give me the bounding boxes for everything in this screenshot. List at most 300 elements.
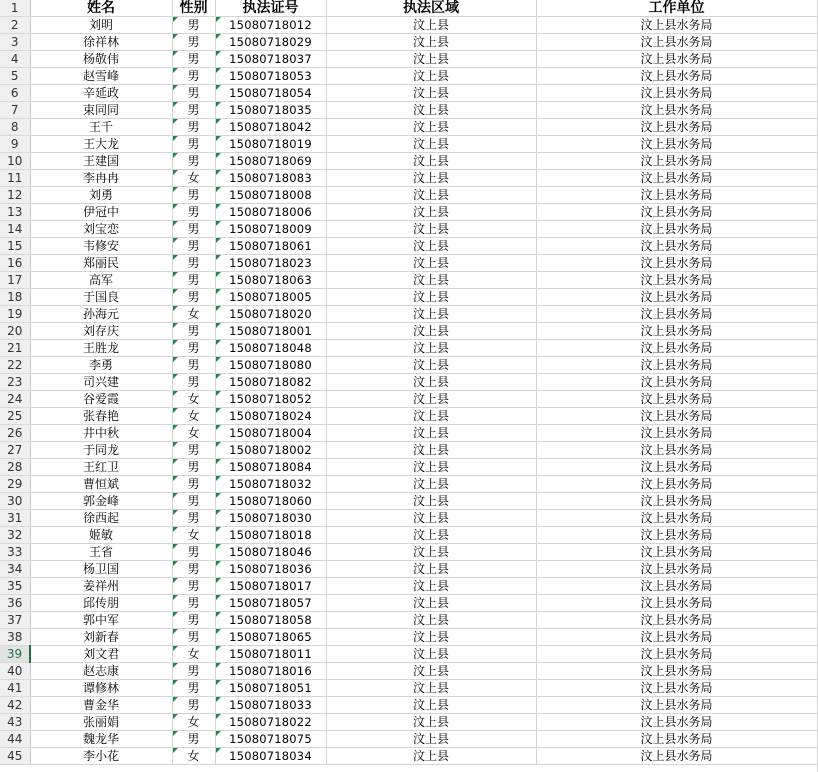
table-row (0, 748, 817, 765)
cell-area[interactable]: 汶上县 (326, 680, 536, 697)
table-row (0, 289, 817, 306)
cell-sex[interactable]: 男 (172, 187, 215, 204)
cell-sex[interactable]: 男 (172, 357, 215, 374)
row-header[interactable]: 35 (0, 578, 30, 595)
cell-id[interactable]: 15080718075 (215, 731, 326, 748)
cell-area[interactable]: 汶上县 (326, 34, 536, 51)
cell-name[interactable]: 郑丽民 (30, 255, 172, 272)
cell-id[interactable]: 15080718009 (215, 221, 326, 238)
row-header[interactable]: 17 (0, 272, 30, 289)
column-header-id[interactable]: 执法证号 (215, 0, 326, 17)
cell-name[interactable]: 魏龙华 (30, 731, 172, 748)
cell-id[interactable]: 15080718024 (215, 408, 326, 425)
cell-sex[interactable]: 男 (172, 476, 215, 493)
cell-area[interactable]: 汶上县 (326, 255, 536, 272)
cell-area[interactable]: 汶上县 (326, 578, 536, 595)
cell-id[interactable]: 15080718057 (215, 595, 326, 612)
cell-name[interactable]: 司兴建 (30, 374, 172, 391)
cell-area[interactable]: 汶上县 (326, 629, 536, 646)
cell-name[interactable]: 杨敬伟 (30, 51, 172, 68)
cell-id[interactable]: 15080718069 (215, 153, 326, 170)
cell-id[interactable]: 15080718016 (215, 663, 326, 680)
cell-sex[interactable]: 男 (172, 102, 215, 119)
row-header[interactable]: 34 (0, 561, 30, 578)
cell-name[interactable]: 赵志康 (30, 663, 172, 680)
row-header[interactable]: 11 (0, 170, 30, 187)
cell-sex[interactable]: 男 (172, 493, 215, 510)
cell-name[interactable]: 曹恒斌 (30, 476, 172, 493)
cell-sex[interactable]: 女 (172, 408, 215, 425)
cell-name[interactable]: 王省 (30, 544, 172, 561)
cell-name[interactable]: 高军 (30, 272, 172, 289)
cell-unit[interactable]: 汶上县水务局 (536, 561, 817, 578)
row-header[interactable]: 37 (0, 612, 30, 629)
table-row (0, 646, 817, 663)
table-row (0, 204, 817, 221)
cell-area[interactable]: 汶上县 (326, 136, 536, 153)
row-header[interactable]: 16 (0, 255, 30, 272)
cell-id[interactable]: 15080718046 (215, 544, 326, 561)
cell-name[interactable]: 邱传朋 (30, 595, 172, 612)
cell-unit[interactable]: 汶上县水务局 (536, 272, 817, 289)
cell-unit[interactable]: 汶上县水务局 (536, 527, 817, 544)
table-row (0, 85, 817, 102)
cell-id[interactable]: 15080718032 (215, 476, 326, 493)
cell-unit[interactable]: 汶上县水务局 (536, 714, 817, 731)
row-header[interactable]: 45 (0, 748, 30, 765)
cell-area[interactable]: 汶上县 (326, 510, 536, 527)
cell-name[interactable]: 曹金华 (30, 697, 172, 714)
table-row (0, 391, 817, 408)
cell-sex[interactable]: 男 (172, 544, 215, 561)
cell-id[interactable]: 15080718035 (215, 102, 326, 119)
table-row (0, 595, 817, 612)
cell-name[interactable]: 李小花 (30, 748, 172, 765)
cell-id[interactable]: 15080718002 (215, 442, 326, 459)
row-header[interactable]: 38 (0, 629, 30, 646)
cell-sex[interactable]: 男 (172, 442, 215, 459)
cell-name[interactable]: 杨卫国 (30, 561, 172, 578)
table-row (0, 578, 817, 595)
table-row (0, 663, 817, 680)
cell-sex[interactable]: 男 (172, 153, 215, 170)
cell-unit[interactable]: 汶上县水务局 (536, 731, 817, 748)
cell-unit[interactable]: 汶上县水务局 (536, 289, 817, 306)
cell-sex[interactable]: 男 (172, 459, 215, 476)
cell-unit[interactable]: 汶上县水务局 (536, 612, 817, 629)
row-header[interactable]: 39 (0, 646, 30, 663)
cell-unit[interactable]: 汶上县水务局 (536, 119, 817, 136)
row-header[interactable]: 31 (0, 510, 30, 527)
cell-name[interactable]: 辛延政 (30, 85, 172, 102)
row-header[interactable]: 22 (0, 357, 30, 374)
cell-sex[interactable]: 女 (172, 170, 215, 187)
cell-name[interactable]: 赵雪峰 (30, 68, 172, 85)
cell-name[interactable]: 韦修安 (30, 238, 172, 255)
cell-unit[interactable]: 汶上县水务局 (536, 238, 817, 255)
column-header-area[interactable]: 执法区域 (326, 0, 536, 17)
cell-unit[interactable]: 汶上县水务局 (536, 68, 817, 85)
cell-id[interactable]: 15080718012 (215, 17, 326, 34)
cell-unit[interactable]: 汶上县水务局 (536, 102, 817, 119)
table-row (0, 153, 817, 170)
cell-name[interactable]: 于同龙 (30, 442, 172, 459)
row-header[interactable]: 28 (0, 459, 30, 476)
row-header[interactable]: 9 (0, 136, 30, 153)
cell-area[interactable]: 汶上县 (326, 85, 536, 102)
cell-sex[interactable]: 女 (172, 714, 215, 731)
column-header-name[interactable]: 姓名 (30, 0, 172, 17)
table-row (0, 238, 817, 255)
table-row (0, 408, 817, 425)
cell-unit[interactable]: 汶上县水务局 (536, 34, 817, 51)
cell-area[interactable]: 汶上县 (326, 51, 536, 68)
row-header[interactable]: 30 (0, 493, 30, 510)
table-row (0, 102, 817, 119)
cell-sex[interactable]: 男 (172, 221, 215, 238)
table-row (0, 340, 817, 357)
cell-area[interactable]: 汶上县 (326, 221, 536, 238)
cell-unit[interactable]: 汶上县水务局 (536, 255, 817, 272)
cell-id[interactable]: 15080718029 (215, 34, 326, 51)
row-header[interactable]: 13 (0, 204, 30, 221)
row-header[interactable]: 26 (0, 425, 30, 442)
cell-sex[interactable]: 女 (172, 646, 215, 663)
cell-area[interactable]: 汶上县 (326, 612, 536, 629)
table-row (0, 17, 817, 34)
cell-area[interactable]: 汶上县 (326, 289, 536, 306)
cell-area[interactable]: 汶上县 (326, 306, 536, 323)
cell-name[interactable]: 伊冠中 (30, 204, 172, 221)
cell-name[interactable]: 王千 (30, 119, 172, 136)
row-header[interactable]: 42 (0, 697, 30, 714)
cell-unit[interactable]: 汶上县水务局 (536, 748, 817, 765)
row-header[interactable]: 29 (0, 476, 30, 493)
cell-unit[interactable]: 汶上县水务局 (536, 136, 817, 153)
cell-id[interactable]: 15080718061 (215, 238, 326, 255)
cell-sex[interactable]: 男 (172, 34, 215, 51)
cell-unit[interactable]: 汶上县水务局 (536, 646, 817, 663)
cell-sex[interactable]: 男 (172, 17, 215, 34)
cell-id[interactable]: 15080718020 (215, 306, 326, 323)
cell-unit[interactable]: 汶上县水务局 (536, 425, 817, 442)
cell-unit[interactable]: 汶上县水务局 (536, 51, 817, 68)
row-header[interactable]: 41 (0, 680, 30, 697)
cell-id[interactable]: 15080718033 (215, 697, 326, 714)
cell-sex[interactable]: 男 (172, 204, 215, 221)
cell-name[interactable]: 刘文君 (30, 646, 172, 663)
cell-area[interactable]: 汶上县 (326, 187, 536, 204)
cell-unit[interactable]: 汶上县水务局 (536, 493, 817, 510)
table-row (0, 306, 817, 323)
cell-sex[interactable]: 男 (172, 85, 215, 102)
table-row (0, 272, 817, 289)
cell-name[interactable]: 孙海元 (30, 306, 172, 323)
cell-area[interactable]: 汶上县 (326, 119, 536, 136)
cell-name[interactable]: 徐西起 (30, 510, 172, 527)
cell-id[interactable]: 15080718034 (215, 748, 326, 765)
cell-sex[interactable]: 男 (172, 51, 215, 68)
cell-unit[interactable]: 汶上县水务局 (536, 476, 817, 493)
cell-sex[interactable]: 男 (172, 136, 215, 153)
cell-unit[interactable]: 汶上县水务局 (536, 578, 817, 595)
row-header[interactable]: 4 (0, 51, 30, 68)
cell-unit[interactable]: 汶上县水务局 (536, 391, 817, 408)
cell-unit[interactable]: 汶上县水务局 (536, 306, 817, 323)
cell-name[interactable]: 王大龙 (30, 136, 172, 153)
cell-id[interactable]: 15080718004 (215, 425, 326, 442)
cell-sex[interactable]: 男 (172, 663, 215, 680)
cell-name[interactable]: 王建国 (30, 153, 172, 170)
cell-area[interactable]: 汶上县 (326, 646, 536, 663)
cell-name[interactable]: 刘明 (30, 17, 172, 34)
cell-name[interactable]: 刘勇 (30, 187, 172, 204)
row-header[interactable]: 33 (0, 544, 30, 561)
cell-area[interactable]: 汶上县 (326, 697, 536, 714)
cell-area[interactable]: 汶上县 (326, 374, 536, 391)
cell-sex[interactable]: 男 (172, 238, 215, 255)
cell-name[interactable]: 谭修林 (30, 680, 172, 697)
cell-area[interactable]: 汶上县 (326, 17, 536, 34)
cell-unit[interactable]: 汶上县水务局 (536, 374, 817, 391)
cell-sex[interactable]: 男 (172, 680, 215, 697)
cell-unit[interactable]: 汶上县水务局 (536, 510, 817, 527)
row-header[interactable]: 44 (0, 731, 30, 748)
cell-sex[interactable]: 男 (172, 629, 215, 646)
cell-unit[interactable]: 汶上县水务局 (536, 323, 817, 340)
cell-name[interactable]: 李冉冉 (30, 170, 172, 187)
cell-area[interactable]: 汶上县 (326, 391, 536, 408)
cell-name[interactable]: 王红卫 (30, 459, 172, 476)
table-row (0, 34, 817, 51)
cell-area[interactable]: 汶上县 (326, 68, 536, 85)
row-header[interactable]: 27 (0, 442, 30, 459)
row-header[interactable]: 32 (0, 527, 30, 544)
cell-name[interactable]: 张丽娟 (30, 714, 172, 731)
table-row (0, 680, 817, 697)
cell-id[interactable]: 15080718058 (215, 612, 326, 629)
row-header[interactable]: 7 (0, 102, 30, 119)
cell-id[interactable]: 15080718022 (215, 714, 326, 731)
cell-unit[interactable]: 汶上县水务局 (536, 357, 817, 374)
row-header[interactable]: 43 (0, 714, 30, 731)
cell-id[interactable]: 15080718008 (215, 187, 326, 204)
cell-name[interactable]: 束同同 (30, 102, 172, 119)
cell-name[interactable]: 张春艳 (30, 408, 172, 425)
cell-sex[interactable]: 女 (172, 527, 215, 544)
cell-unit[interactable]: 汶上县水务局 (536, 680, 817, 697)
row-header[interactable]: 8 (0, 119, 30, 136)
cell-area[interactable]: 汶上县 (326, 204, 536, 221)
cell-id[interactable]: 15080718023 (215, 255, 326, 272)
cell-id[interactable]: 15080718018 (215, 527, 326, 544)
row-header[interactable]: 36 (0, 595, 30, 612)
row-header[interactable]: 25 (0, 408, 30, 425)
cell-name[interactable]: 徐祥林 (30, 34, 172, 51)
cell-sex[interactable]: 男 (172, 119, 215, 136)
cell-id[interactable]: 15080718001 (215, 323, 326, 340)
cell-area[interactable]: 汶上县 (326, 663, 536, 680)
cell-id[interactable]: 15080718051 (215, 680, 326, 697)
cell-unit[interactable]: 汶上县水务局 (536, 153, 817, 170)
row-header[interactable]: 21 (0, 340, 30, 357)
cell-unit[interactable]: 汶上县水务局 (536, 544, 817, 561)
row-header[interactable]: 23 (0, 374, 30, 391)
cell-sex[interactable]: 男 (172, 374, 215, 391)
cell-id[interactable]: 15080718060 (215, 493, 326, 510)
cell-unit[interactable]: 汶上县水务局 (536, 17, 817, 34)
cell-sex[interactable]: 男 (172, 272, 215, 289)
cell-id[interactable]: 15080718042 (215, 119, 326, 136)
cell-unit[interactable]: 汶上县水务局 (536, 85, 817, 102)
row-header[interactable]: 20 (0, 323, 30, 340)
cell-unit[interactable]: 汶上县水务局 (536, 187, 817, 204)
cell-name[interactable]: 于国良 (30, 289, 172, 306)
cell-unit[interactable]: 汶上县水务局 (536, 221, 817, 238)
table-row (0, 629, 817, 646)
cell-sex[interactable]: 女 (172, 748, 215, 765)
cell-area[interactable]: 汶上县 (326, 493, 536, 510)
row-header[interactable]: 15 (0, 238, 30, 255)
cell-area[interactable]: 汶上县 (326, 442, 536, 459)
cell-area[interactable]: 汶上县 (326, 544, 536, 561)
cell-id[interactable]: 15080718052 (215, 391, 326, 408)
cell-area[interactable]: 汶上县 (326, 170, 536, 187)
cell-unit[interactable]: 汶上县水务局 (536, 697, 817, 714)
table-row (0, 731, 817, 748)
cell-sex[interactable]: 男 (172, 510, 215, 527)
cell-area[interactable]: 汶上县 (326, 561, 536, 578)
table-row (0, 221, 817, 238)
column-header-unit[interactable]: 工作单位 (536, 0, 817, 17)
cell-sex[interactable]: 男 (172, 561, 215, 578)
cell-sex[interactable]: 男 (172, 340, 215, 357)
cell-area[interactable]: 汶上县 (326, 272, 536, 289)
cell-name[interactable]: 姜祥州 (30, 578, 172, 595)
cell-name[interactable]: 郭金峰 (30, 493, 172, 510)
row-header[interactable]: 3 (0, 34, 30, 51)
cell-id[interactable]: 15080718017 (215, 578, 326, 595)
cell-id[interactable]: 15080718082 (215, 374, 326, 391)
row-header[interactable]: 14 (0, 221, 30, 238)
cell-sex[interactable]: 男 (172, 289, 215, 306)
table-row (0, 527, 817, 544)
cell-unit[interactable]: 汶上县水务局 (536, 459, 817, 476)
cell-name[interactable]: 井中秋 (30, 425, 172, 442)
table-row (0, 425, 817, 442)
cell-sex[interactable]: 男 (172, 578, 215, 595)
cell-area[interactable]: 汶上县 (326, 238, 536, 255)
cell-id[interactable]: 15080718037 (215, 51, 326, 68)
cell-area[interactable]: 汶上县 (326, 595, 536, 612)
cell-sex[interactable]: 男 (172, 68, 215, 85)
row-header[interactable]: 2 (0, 17, 30, 34)
cell-name[interactable]: 谷爱霞 (30, 391, 172, 408)
cell-id[interactable]: 15080718053 (215, 68, 326, 85)
cell-area[interactable]: 汶上县 (326, 323, 536, 340)
cell-unit[interactable]: 汶上县水务局 (536, 340, 817, 357)
row-header[interactable]: 24 (0, 391, 30, 408)
cell-area[interactable]: 汶上县 (326, 459, 536, 476)
table-row (0, 51, 817, 68)
cell-id[interactable]: 15080718005 (215, 289, 326, 306)
cell-sex[interactable]: 男 (172, 595, 215, 612)
cell-id[interactable]: 15080718036 (215, 561, 326, 578)
cell-unit[interactable]: 汶上县水务局 (536, 408, 817, 425)
cell-unit[interactable]: 汶上县水务局 (536, 629, 817, 646)
cell-sex[interactable]: 男 (172, 612, 215, 629)
cell-area[interactable]: 汶上县 (326, 748, 536, 765)
table-row (0, 544, 817, 561)
cell-unit[interactable]: 汶上县水务局 (536, 663, 817, 680)
row-header[interactable]: 6 (0, 85, 30, 102)
cell-id[interactable]: 15080718083 (215, 170, 326, 187)
cell-id[interactable]: 15080718065 (215, 629, 326, 646)
cell-name[interactable]: 姬敏 (30, 527, 172, 544)
column-header-sex[interactable]: 性别 (172, 0, 215, 17)
cell-area[interactable]: 汶上县 (326, 731, 536, 748)
cell-id[interactable]: 15080718084 (215, 459, 326, 476)
row-header[interactable]: 40 (0, 663, 30, 680)
cell-sex[interactable]: 女 (172, 425, 215, 442)
table-row (0, 357, 817, 374)
cell-id[interactable]: 15080718080 (215, 357, 326, 374)
cell-unit[interactable]: 汶上县水务局 (536, 170, 817, 187)
row-header[interactable]: 12 (0, 187, 30, 204)
cell-area[interactable]: 汶上县 (326, 153, 536, 170)
cell-unit[interactable]: 汶上县水务局 (536, 442, 817, 459)
cell-unit[interactable]: 汶上县水务局 (536, 595, 817, 612)
row-header[interactable]: 19 (0, 306, 30, 323)
cell-name[interactable]: 刘新春 (30, 629, 172, 646)
cell-sex[interactable]: 男 (172, 731, 215, 748)
cell-area[interactable]: 汶上县 (326, 408, 536, 425)
table-row (0, 187, 817, 204)
cell-area[interactable]: 汶上县 (326, 714, 536, 731)
cell-name[interactable]: 王胜龙 (30, 340, 172, 357)
cell-area[interactable]: 汶上县 (326, 357, 536, 374)
cell-id[interactable]: 15080718011 (215, 646, 326, 663)
cell-sex[interactable]: 男 (172, 255, 215, 272)
cell-sex[interactable]: 女 (172, 391, 215, 408)
cell-area[interactable]: 汶上县 (326, 102, 536, 119)
cell-id[interactable]: 15080718006 (215, 204, 326, 221)
row-header[interactable]: 1 (0, 0, 30, 17)
cell-area[interactable]: 汶上县 (326, 476, 536, 493)
cell-id[interactable]: 15080718019 (215, 136, 326, 153)
cell-unit[interactable]: 汶上县水务局 (536, 204, 817, 221)
cell-sex[interactable]: 女 (172, 306, 215, 323)
cell-name[interactable]: 刘存庆 (30, 323, 172, 340)
cell-name[interactable]: 李勇 (30, 357, 172, 374)
cell-id[interactable]: 15080718048 (215, 340, 326, 357)
cell-id[interactable]: 15080718030 (215, 510, 326, 527)
cell-name[interactable]: 刘宝恋 (30, 221, 172, 238)
cell-sex[interactable]: 男 (172, 697, 215, 714)
cell-area[interactable]: 汶上县 (326, 425, 536, 442)
cell-name[interactable]: 郭中军 (30, 612, 172, 629)
cell-area[interactable]: 汶上县 (326, 340, 536, 357)
cell-id[interactable]: 15080718063 (215, 272, 326, 289)
row-header[interactable]: 10 (0, 153, 30, 170)
cell-area[interactable]: 汶上县 (326, 527, 536, 544)
table-row (0, 714, 817, 731)
table-row (0, 119, 817, 136)
row-header[interactable]: 18 (0, 289, 30, 306)
cell-id[interactable]: 15080718054 (215, 85, 326, 102)
row-header[interactable]: 5 (0, 68, 30, 85)
cell-sex[interactable]: 男 (172, 323, 215, 340)
